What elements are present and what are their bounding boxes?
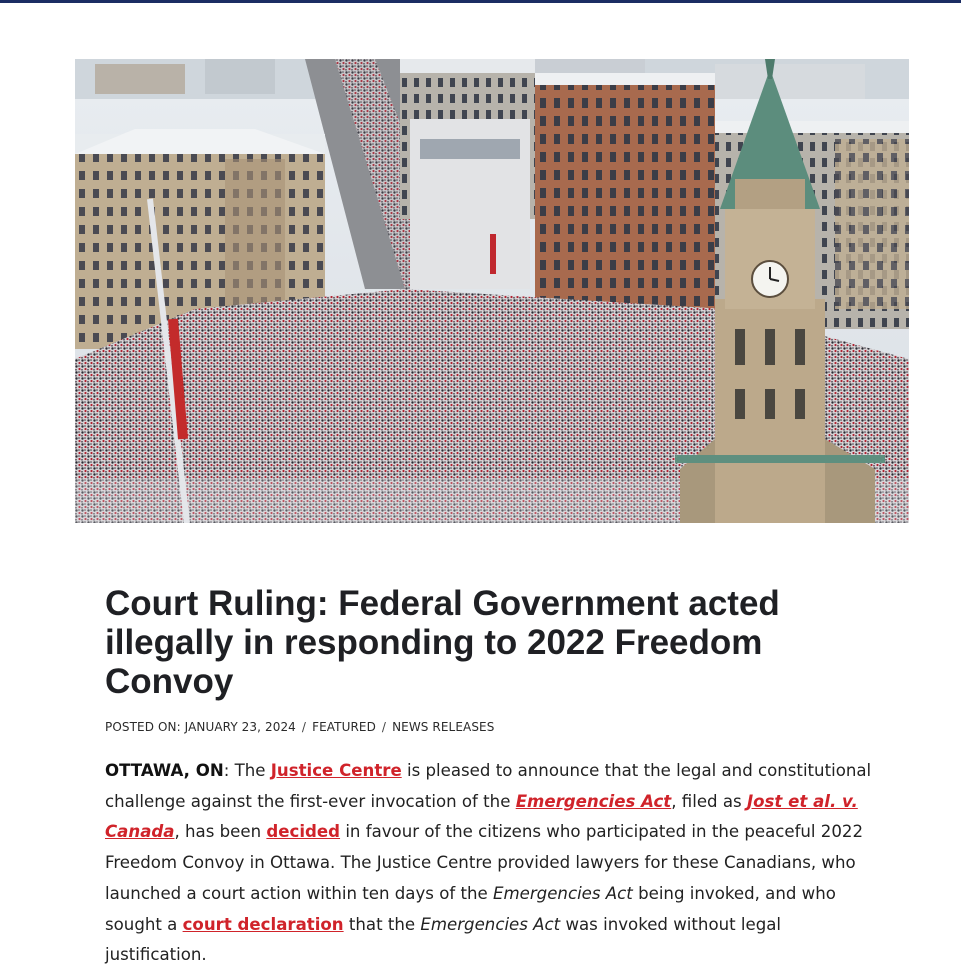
category-link-featured[interactable]: FEATURED: [312, 720, 376, 734]
body-text-segment: that the: [343, 914, 421, 934]
meta-separator: /: [301, 720, 307, 734]
post-date: JANUARY 23, 2024: [184, 720, 296, 734]
post-meta: [105, 719, 494, 735]
body-text-segment: , has been: [174, 822, 267, 842]
case-link[interactable]: Jost et al. v. Canada: [105, 791, 858, 842]
article-title: Court Ruling: Federal Government acted illegally in responding to 2022 Freedom Convoy: [105, 584, 780, 701]
body-text-segment: is pleased to announce that the legal and constitutional challenge against the first-ever invocation of the: [105, 761, 872, 811]
body-text-segment: was invoked without legal justification.: [105, 914, 782, 965]
article-body-paragraph: [105, 756, 875, 971]
emphasis-emergencies-act: Emergencies Act: [493, 883, 633, 903]
body-text-segment: , filed as: [671, 791, 747, 811]
decided-link[interactable]: decided: [266, 822, 341, 842]
photo-crowd-parliament-icon: [75, 59, 909, 523]
top-rule: [0, 0, 961, 3]
category-link-news-releases[interactable]: NEWS RELEASES: [392, 720, 495, 734]
meta-separator: /: [381, 720, 387, 734]
court-declaration-link[interactable]: court declaration: [182, 914, 344, 934]
dateline: OTTAWA, ON: [105, 761, 224, 780]
posted-on-label: POSTED ON:: [105, 720, 181, 734]
hero-image: [75, 59, 909, 523]
justice-centre-link[interactable]: Justice Centre: [270, 761, 402, 780]
body-text-segment: in favour of the citizens who participated in the peaceful 2022 Freedom Convoy in Ottawa. The Justice Centre provided lawyers for these Canadians, who launched a court action within ten days of the: [105, 822, 864, 903]
body-text-segment: : The: [223, 761, 271, 780]
emphasis-emergencies-act: Emergencies Act: [420, 914, 561, 934]
body-text-segment: being invoked, and who sought a: [105, 883, 836, 934]
emergencies-act-link[interactable]: Emergencies Act: [515, 791, 672, 811]
